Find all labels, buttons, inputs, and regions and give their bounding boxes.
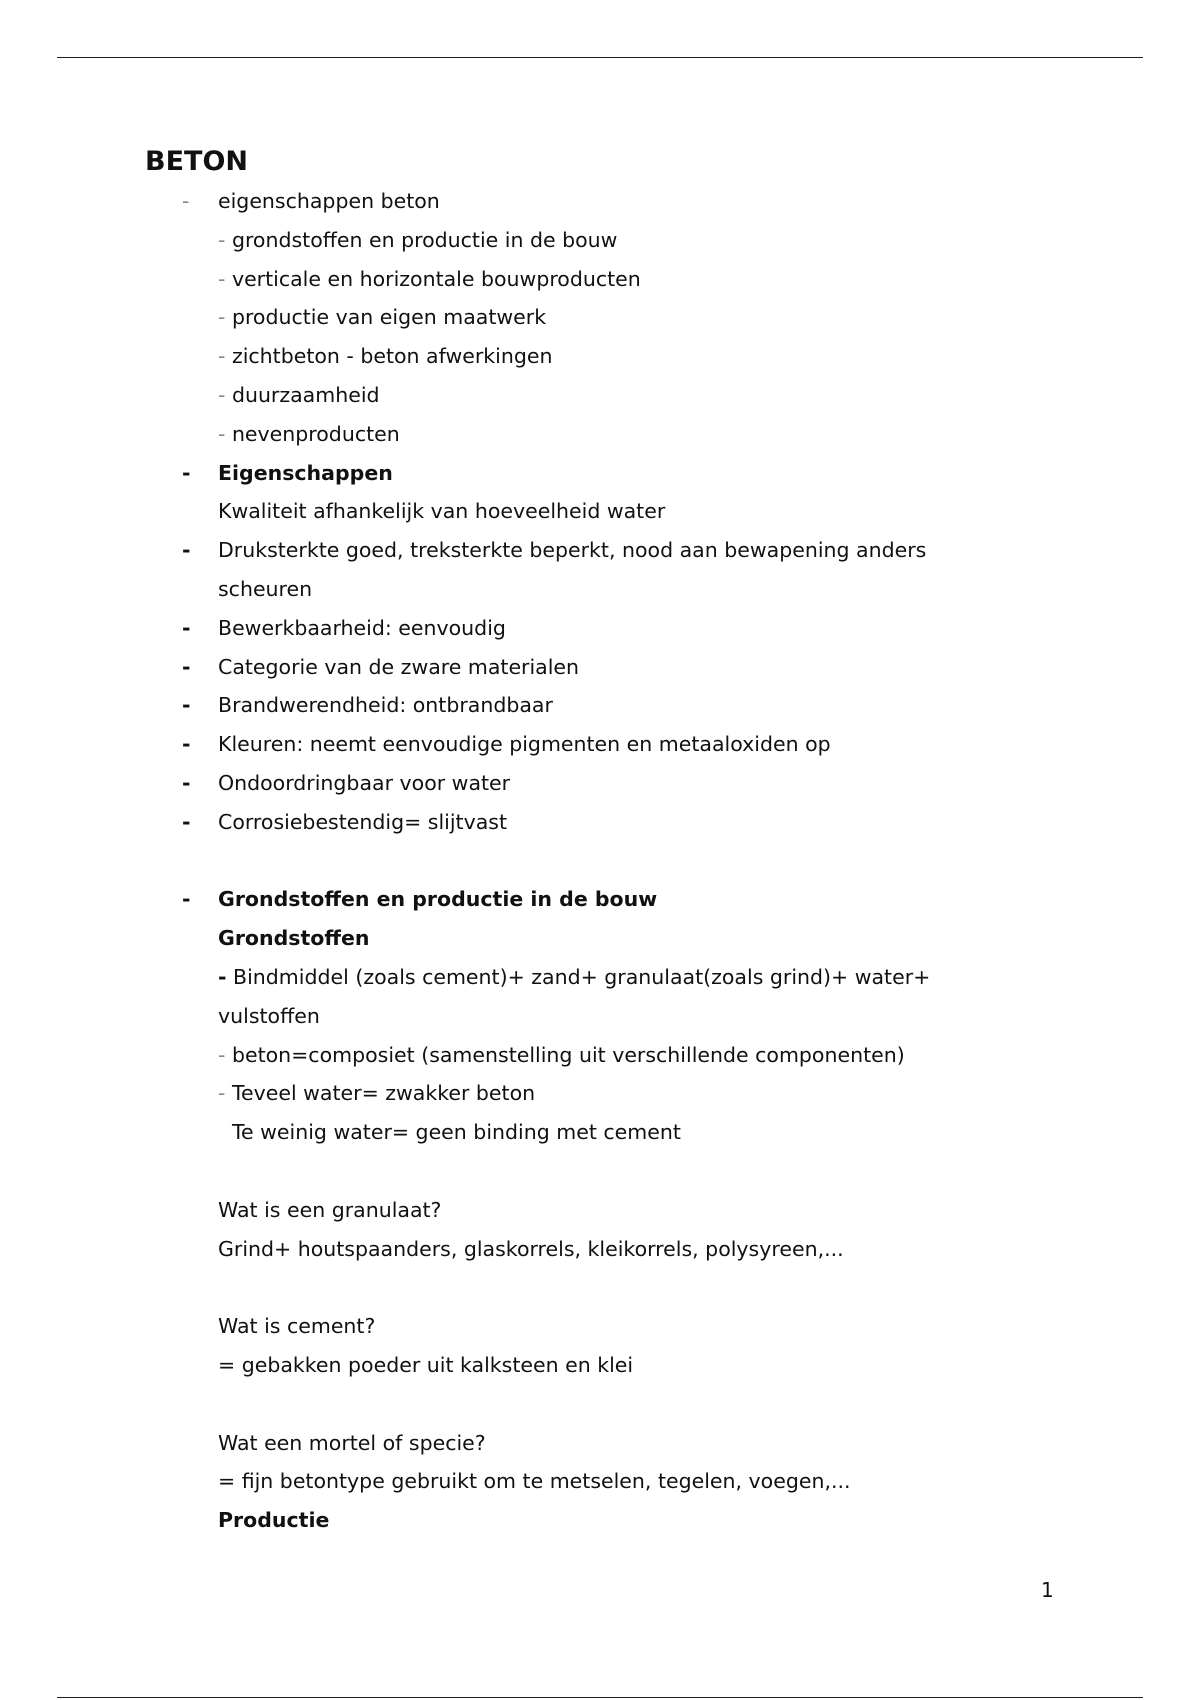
answer: [145, 1462, 1045, 1501]
grondstoffen-item-continuation: [145, 1113, 1045, 1152]
grondstoffen-item-continuation: [145, 997, 1045, 1036]
overview-subitem-text: zichtbeton - beton afwerkingen: [231, 344, 553, 369]
section-heading: Eigenschappen: [218, 460, 393, 485]
sub-dash: -: [218, 266, 226, 291]
answer-text: = gebakken poeder uit kalksteen en klei: [218, 1352, 634, 1377]
sub-dash: -: [218, 382, 226, 407]
section-intro: [145, 492, 1045, 531]
overview-subitem-text: duurzaamheid: [231, 382, 380, 407]
bullet-dash: -: [182, 732, 191, 757]
subsection-heading-text: Grondstoffen: [218, 926, 370, 951]
sub-dash: -: [218, 964, 227, 989]
question: [145, 1191, 1045, 1230]
grondstoffen-item-text: Bindmiddel (zoals cement)+ zand+ granulaat(zoals grind)+ water+: [233, 964, 931, 989]
section-heading: Grondstoffen en productie in de bouw: [218, 887, 658, 912]
overview-subitem: [145, 337, 1045, 376]
list-item-text: Ondoordringbaar voor water: [218, 770, 511, 795]
overview-subitem-text: verticale en horizontale bouwproducten: [231, 266, 641, 291]
grondstoffen-item-text: vulstoffen: [218, 1003, 320, 1028]
list-item: [145, 531, 1045, 570]
bullet-dash: -: [182, 460, 191, 485]
overview-subitem-text: nevenproducten: [231, 421, 400, 446]
page-number: 1: [1041, 1578, 1054, 1602]
sub-dash: -: [218, 1042, 226, 1067]
spacer: [145, 1268, 1045, 1307]
section-eigenschappen: [145, 454, 1045, 493]
subsection-heading: [145, 1501, 1045, 1540]
list-item-text: Categorie van de zware materialen: [218, 654, 580, 679]
overview-item-text: eigenschappen beton: [218, 189, 440, 213]
list-item: [145, 648, 1045, 687]
sub-dash: -: [218, 1081, 226, 1106]
subsection-heading: [145, 919, 1045, 958]
list-item: [145, 686, 1045, 725]
section-grondstoffen: [145, 880, 1045, 919]
list-item: [145, 803, 1045, 842]
grondstoffen-item: [145, 1036, 1045, 1075]
overview-subitem: [145, 260, 1045, 299]
grondstoffen-item-text: Te weinig water= geen binding met cement: [232, 1120, 681, 1145]
bullet-dash: -: [182, 615, 191, 640]
bullet-dash: -: [182, 809, 191, 834]
list-item-text: Kleuren: neemt eenvoudige pigmenten en metaaloxiden op: [218, 732, 831, 757]
page-title: BETON: [145, 146, 248, 177]
header-rule: [57, 57, 1143, 58]
overview-item: [145, 182, 1045, 221]
spacer: [145, 842, 1045, 881]
overview-subitem: [145, 376, 1045, 415]
answer-text: Grind+ houtspaanders, glaskorrels, kleikorrels, polysyreen,...: [218, 1236, 844, 1261]
spacer: [145, 1385, 1045, 1424]
bullet-dash: -: [182, 887, 191, 912]
question-text: Wat een mortel of specie?: [218, 1430, 486, 1455]
list-item: [145, 725, 1045, 764]
overview-subitem: [145, 221, 1045, 260]
bullet-dash: -: [182, 693, 191, 718]
bullet-dash: -: [182, 189, 190, 213]
grondstoffen-item-text: Teveel water= zwakker beton: [231, 1081, 536, 1106]
question: [145, 1424, 1045, 1463]
subsection-heading-text: Productie: [218, 1508, 330, 1533]
list-item: [145, 609, 1045, 648]
sub-dash: -: [218, 305, 226, 330]
footer-rule: [57, 1697, 1143, 1698]
grondstoffen-item: [145, 1074, 1045, 1113]
spacer: [145, 1152, 1045, 1191]
sub-dash: -: [218, 344, 226, 369]
overview-subitem-text: productie van eigen maatwerk: [231, 305, 547, 330]
list-item-text: Bewerkbaarheid: eenvoudig: [218, 615, 506, 640]
answer-text: = fijn betontype gebruikt om te metselen, tegelen, voegen,...: [218, 1469, 851, 1494]
list-item-text: Druksterkte goed, treksterkte beperkt, nood aan bewapening anders: [218, 538, 927, 563]
list-item-continuation: [145, 570, 1045, 609]
list-item: [145, 764, 1045, 803]
question-text: Wat is cement?: [218, 1314, 376, 1339]
question: [145, 1307, 1045, 1346]
answer: [145, 1346, 1045, 1385]
bullet-dash: -: [182, 538, 191, 563]
page-content: [145, 142, 1045, 1540]
list-item-text: Corrosiebestendig= slijtvast: [218, 809, 508, 834]
grondstoffen-item-text: beton=composiet (samenstelling uit verschillende componenten): [231, 1042, 905, 1067]
list-item-text: scheuren: [218, 576, 313, 601]
grondstoffen-item: [145, 958, 1045, 997]
bullet-dash: -: [182, 770, 191, 795]
section-intro-text: Kwaliteit afhankelijk van hoeveelheid water: [218, 499, 666, 524]
question-text: Wat is een granulaat?: [218, 1197, 442, 1222]
list-item-text: Brandwerendheid: ontbrandbaar: [218, 693, 553, 718]
overview-subitem-text: grondstoffen en productie in de bouw: [231, 227, 618, 252]
overview-subitem: [145, 298, 1045, 337]
bullet-dash: -: [182, 654, 191, 679]
answer: [145, 1230, 1045, 1269]
overview-subitem: [145, 415, 1045, 454]
sub-dash: -: [218, 421, 226, 446]
sub-dash: -: [218, 227, 226, 252]
